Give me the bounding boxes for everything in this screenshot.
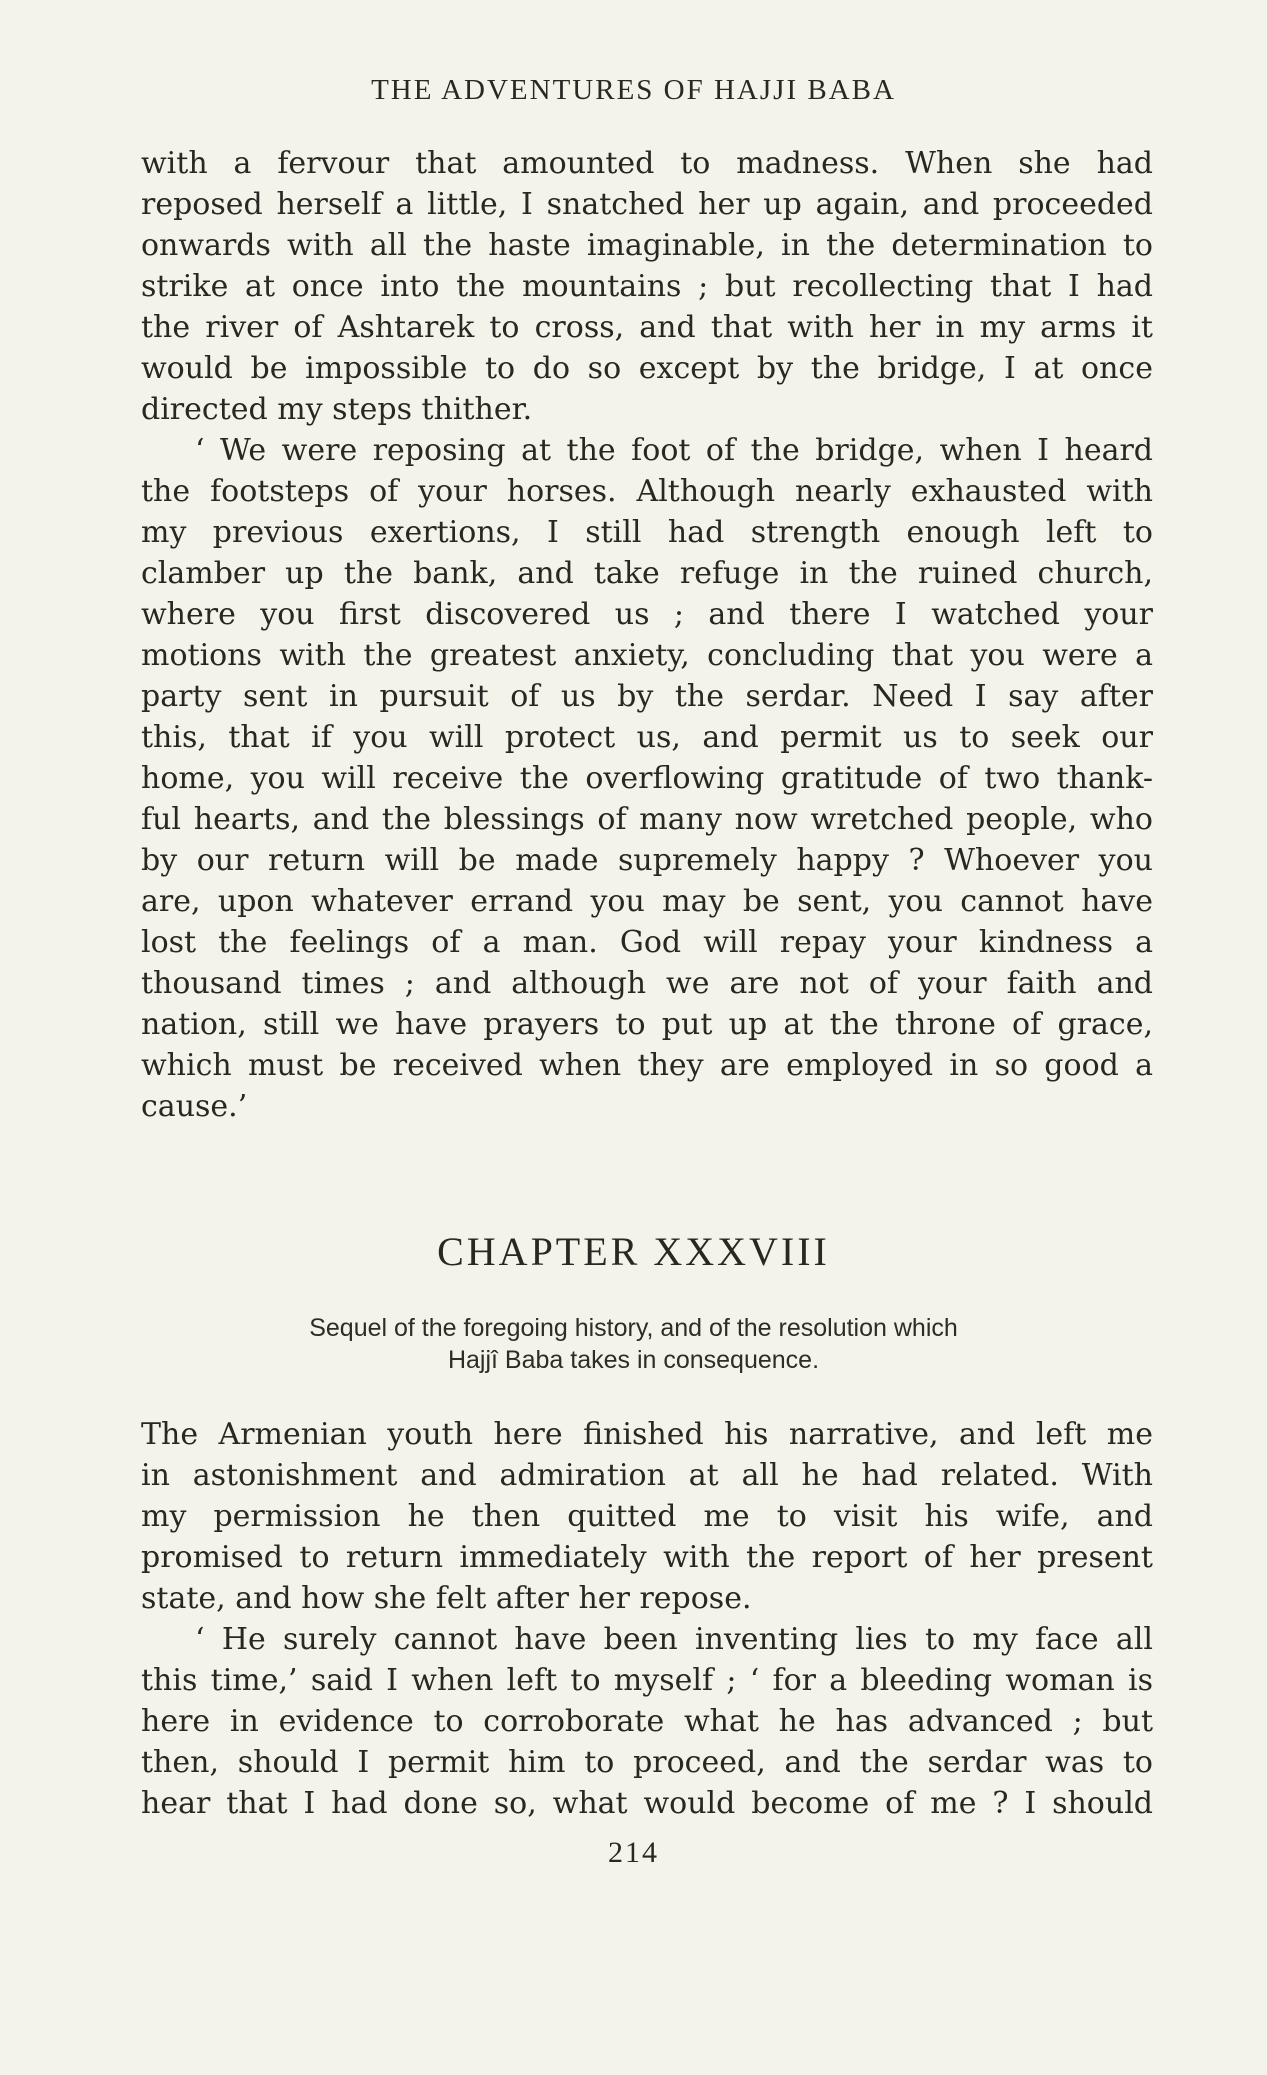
text-line: lost the feelings of a man. God will repay your kindness a: [141, 925, 1153, 960]
text-line: clamber up the bank, and take refuge in the ruined church,: [141, 556, 1153, 591]
text-line: are, upon whatever errand you may be sent, you cannot have: [141, 884, 1153, 919]
text-line: strike at once into the mountains ; but recollecting that I had: [141, 269, 1153, 304]
text-line: home, you will receive the overflowing gratitude of two thank-: [141, 761, 1153, 796]
text-block-top: [141, 143, 1153, 1127]
text-line: onwards with all the haste imaginable, in the determination to: [141, 228, 1153, 263]
text-line: my permission he then quitted me to visit his wife, and: [141, 1499, 1153, 1534]
text-line: ‘ We were reposing at the foot of the bridge, when I heard: [195, 433, 1153, 468]
text-block-bottom: [141, 1414, 1153, 1824]
text-line: where you first discovered us ; and there I watched your: [141, 597, 1153, 632]
page-number: 214: [608, 1836, 659, 1869]
chapter-summary: [0, 1312, 1267, 1376]
text-line: reposed herself a little, I snatched her up again, and proceeded: [141, 187, 1153, 222]
text-line: The Armenian youth here finished his narrative, and left me: [141, 1417, 1153, 1452]
text-line: this, that if you will protect us, and permit us to seek our: [141, 720, 1153, 755]
text-line: this time,’ said I when left to myself ; ‘ for a bleeding woman is: [141, 1663, 1153, 1698]
text-line: directed my steps thither.: [141, 392, 533, 427]
text-line: with a fervour that amounted to madness. When she had: [141, 146, 1153, 181]
text-line: hear that I had done so, what would become of me ? I should: [141, 1786, 1153, 1821]
text-line: here in evidence to corroborate what he has advanced ; but: [141, 1704, 1153, 1739]
text-line: state, and how she felt after her repose.: [141, 1581, 752, 1616]
text-line: by our return will be made supremely happy ? Whoever you: [141, 843, 1153, 878]
chapter-summary-line: Hajjî Baba takes in consequence.: [447, 1346, 820, 1374]
text-line: the river of Ashtarek to cross, and that with her in my arms it: [141, 310, 1153, 345]
text-line: which must be received when they are employed in so good a: [141, 1048, 1153, 1083]
text-line: party sent in pursuit of us by the serdar. Need I say after: [141, 679, 1153, 714]
chapter-summary-line: Sequel of the foregoing history, and of the resolution which: [309, 1314, 958, 1342]
text-line: then, should I permit him to proceed, and the serdar was to: [141, 1745, 1153, 1780]
text-line: motions with the greatest anxiety, concluding that you were a: [141, 638, 1153, 673]
text-line: ‘ He surely cannot have been inventing lies to my face all: [195, 1622, 1153, 1657]
chapter-title: CHAPTER XXXVIII: [437, 1229, 830, 1274]
text-line: in astonishment and admiration at all he had related. With: [141, 1458, 1153, 1493]
running-head: THE ADVENTURES OF HAJJI BABA: [371, 74, 896, 106]
text-line: promised to return immediately with the report of her present: [141, 1540, 1153, 1575]
text-line: would be impossible to do so except by the bridge, I at once: [141, 351, 1153, 386]
text-line: nation, still we have prayers to put up at the throne of grace,: [141, 1007, 1153, 1042]
text-line: the footsteps of your horses. Although nearly exhausted with: [141, 474, 1153, 509]
text-line: ful hearts, and the blessings of many now wretched people, who: [141, 802, 1153, 837]
text-line: cause.’: [141, 1089, 248, 1124]
text-line: thousand times ; and although we are not of your faith and: [141, 966, 1153, 1001]
text-line: my previous exertions, I still had strength enough left to: [141, 515, 1153, 550]
